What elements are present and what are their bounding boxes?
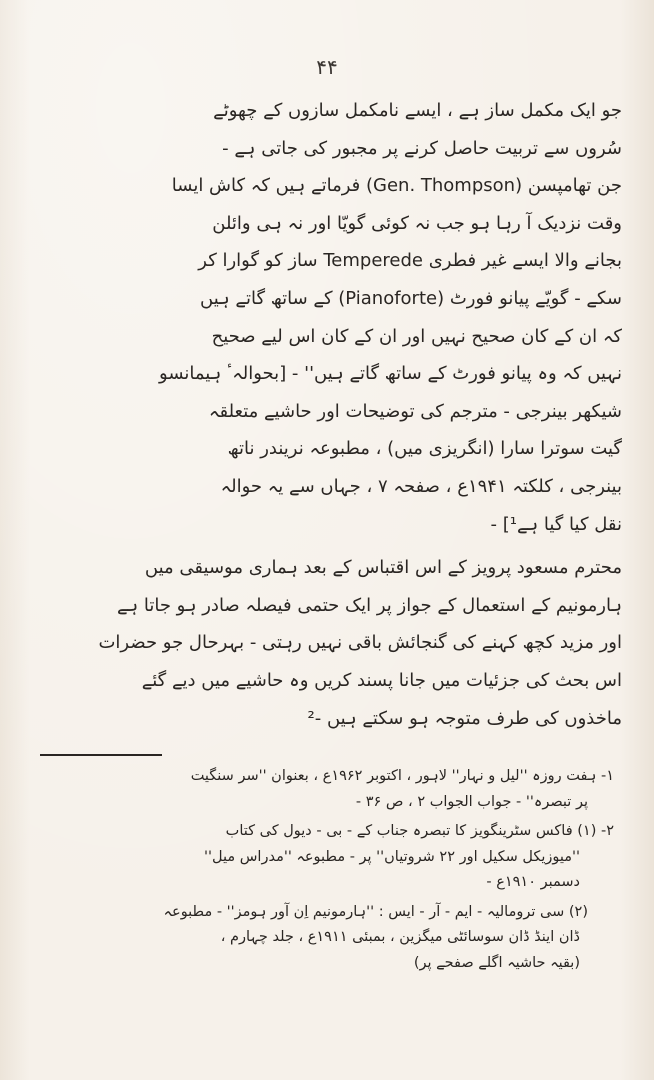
text-line: بینرجی ، کلکتہ ۱۹۴۱ع ، صفحہ ۷ ، جہاں سے یہ حوالہ (220, 475, 622, 497)
footnote-line: دسمبر ۱۹۱۰ع - (486, 874, 580, 890)
page-number: ۴۴ (316, 55, 338, 79)
text-line: ہارمونیم کے استعمال کے جواز پر ایک حتمی فیصلہ صادر ہو جاتا ہے (117, 594, 622, 616)
footnote-line: ۱- ہفت روزہ ''لیل و نہار'' لاہور ، اکتوبر ۱۹۶۲ع ، بعنوان ''سر سنگیت (190, 768, 614, 784)
footnote-2b (34, 900, 614, 977)
paragraph-2 (34, 549, 622, 737)
footnote-line: ڈان اینڈ ڈان سوسائٹی میگزین ، بمبئی ۱۹۱۱ع ، جلد چہارم ، (220, 929, 580, 945)
text-line: اس بحث کی جزئیات میں جانا پسند کریں وہ حاشیے میں دیے گئے (141, 669, 622, 691)
text-line: سکے - گویّے پیانو فورٹ (Pianoforte) کے ساتھ گاتے ہیں (200, 287, 622, 309)
footnote-line: پر تبصرہ'' - جواب الجواب ۲ ، ص ۳۶ - (355, 793, 588, 810)
text-line: نہیں کہ وہ پیانو فورٹ کے ساتھ گاتے ہیں'' - [بحوالہٴ ہیمانسو (159, 363, 622, 385)
footnote-separator (40, 754, 162, 756)
footnote-continuation-note: (بقیہ حاشیہ اگلے صفحے پر) (413, 954, 580, 971)
text-line: جن تھامپسن (Gen. Thompson) فرماتے ہیں کہ کاش ایسا (171, 175, 622, 197)
text-line: شیکھر بینرجی - مترجم کی توضیحات اور حاشیے متعلقہ (208, 400, 622, 422)
footnote-line: (۲) سی ترومالیہ - ایم - آر - ایس : ''ہارمونیم اِن آور ہومز'' - مطبوعہ (163, 903, 588, 920)
footnotes (34, 764, 614, 976)
text-line: جو ایک مکمل ساز ہے ، ایسے نامکمل سازوں کے چھوٹے (213, 100, 622, 121)
footnote-line: ''میوزیکل سکیل اور ۲۲ شروتیاں'' پر - مطبوعہ ''مدراس میل'' (204, 848, 580, 865)
paragraph-1 (34, 92, 622, 543)
text-line: کہ ان کے کان صحیح نہیں اور ان کے کان اس لیے صحیح (211, 325, 622, 347)
text-line: نقل کیا گیا ہے¹] - (490, 513, 622, 535)
main-text (34, 92, 622, 737)
text-line: بجانے والا ایسے غیر فطری Temperede ساز کو گوارا کر (198, 250, 622, 272)
text-line: ماخذوں کی طرف متوجہ ہو سکتے ہیں -² (307, 707, 622, 729)
footnote-1 (34, 764, 614, 815)
text-line: وقت نزدیک آ رہا ہو جب نہ کوئی گویّا اور نہ ہی وائلن (212, 212, 622, 234)
text-line: اور مزید کچھ کہنے کی گنجائش باقی نہیں رہتی - بہرحال جو حضرات (98, 632, 622, 654)
footnote-2a (34, 819, 614, 896)
text-line: سُروں سے تربیت حاصل کرنے پر مجبور کی جاتی ہے - (222, 137, 622, 159)
text-line: محترم مسعود پرویز کے اس اقتباس کے بعد ہماری موسیقی میں (144, 557, 622, 579)
footnote-line: ۲- (۱) فاکس سٹرینگویز کا تبصرہ جناب کے - بی - دیول کی کتاب (225, 823, 614, 839)
text-line: گیت سوترا سارا (انگریزی میں) ، مطبوعہ نریندر ناتھ (227, 438, 622, 460)
